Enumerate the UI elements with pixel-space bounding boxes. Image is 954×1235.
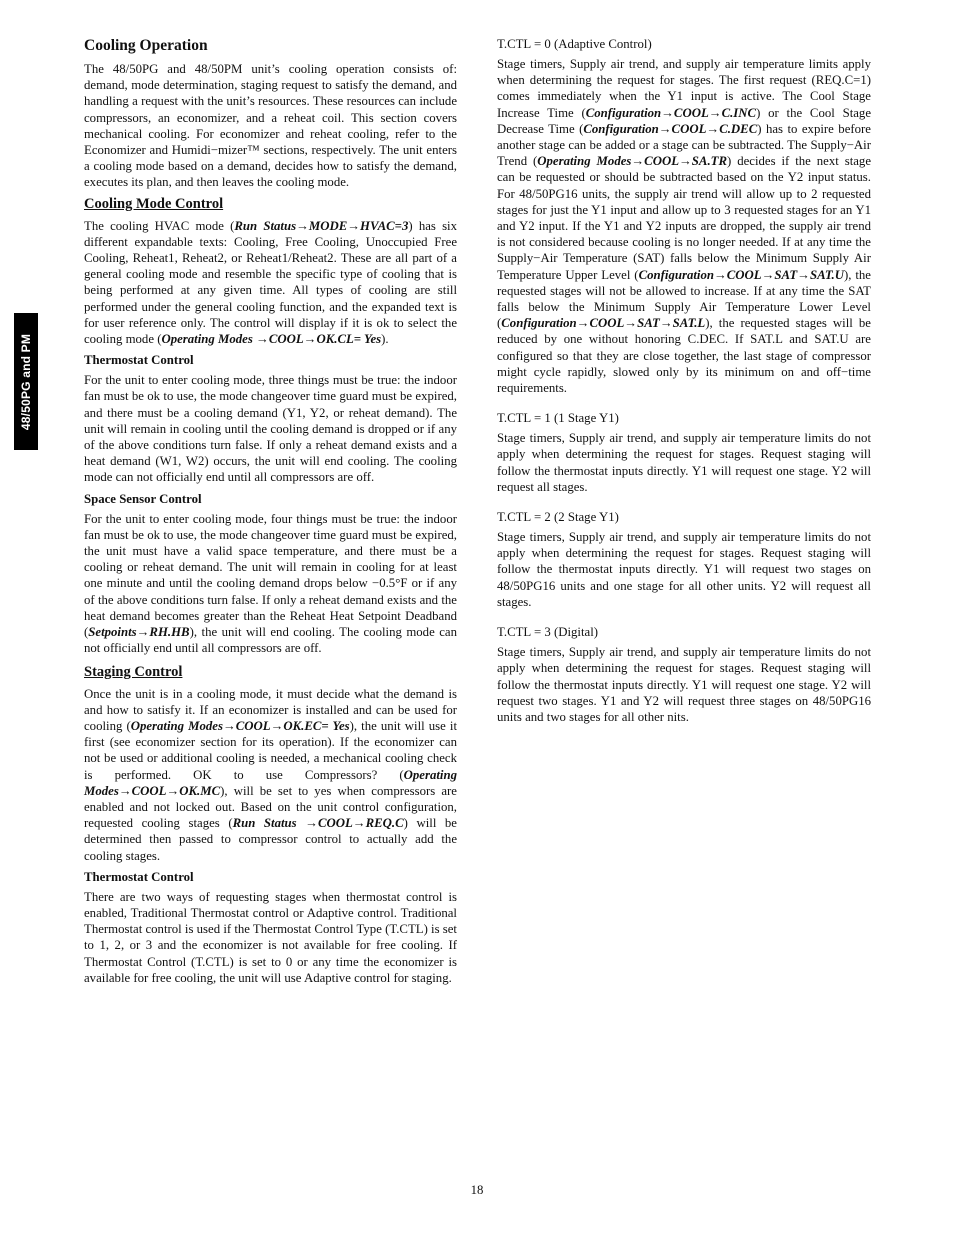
- page-number: 18: [470, 1183, 484, 1197]
- menu-path: Run Status→MODE→HVAC=3: [234, 218, 409, 233]
- cooling-mode-paragraph: The cooling HVAC mode (Run Status→MODE→HVAC=3) has six different expandable texts: Cooling, Free Cooling, Unoccupied Free Cooling, Reheat1, Reheat2, or Reheat1/Reheat2. These are all part of a general cooling mode and resemble the specific type of cooling that is being performed at any given time. All types of cooling are still performed under the general cooling function, and the expanded text is for user reference only. The control will display if it is ok to select the cooling mode (Operating Modes →COOL→OK.CL= Yes).: [84, 218, 458, 347]
- thermostat-control-heading-2: Thermostat Control: [84, 869, 194, 884]
- menu-path: Operating Modes →COOL→OK.CL= Yes: [161, 332, 382, 347]
- tctl2-paragraph: Stage timers, Supply air trend, and supply air temperature limits do not apply when determining the request for stages. Request staging will follow the thermostat inputs directly. Y1 will request two stages on 48/50PG16 units and one stage for all other units. Y2 will request all stages.: [497, 530, 871, 609]
- space-sensor-heading: Space Sensor Control: [84, 491, 202, 506]
- tctl0-heading: T.CTL = 0 (Adaptive Control): [497, 37, 652, 51]
- menu-path: Configuration→COOL→C.DEC: [583, 121, 758, 136]
- right-column: [497, 36, 871, 725]
- tctl0-paragraph: Stage timers, Supply air trend, and supply air temperature limits apply when determining the request for stages. The first request (REQ.C=1) comes immediately when the Y1 input is active. The Cool Stage Increase Time (Configuration→COOL→C.INC) or the Cool Stage Decrease Time (Configuration→COOL→C.DEC) has to expire before another stage can be added or a stage can be subtracted. The Supply−Air Trend (Operating Modes→COOL→SA.TR) decides if the next stage can be requested or should be subtracted based on the Y2 input status. For 48/50PG16 units, the supply air trend will allow up to 2 requested stages for just the Y1 input and allow up to 3 requested stages for an Y1 and Y2 input. If the Y1 and Y2 inputs are dropped, the supply air trend is not considered because cooling is no longer needed. If at any time the Supply−Air Temperature (SAT) falls below the Minimum Supply Air Temperature Upper Level (Configuration→COOL→SAT→SAT.U), the requested stages will not be allowed to increase. If at any time the SAT falls below the Minimum Supply Air Temperature Lower Level (Configuration→COOL→SAT→SAT.L), the requested stages will be reduced by one without honoring C.DEC. If SAT.L and SAT.U are configured so that they are close together, the last stage of compressor might cycle rapidly, slowed only by its minimum on and off−time requirements.: [497, 57, 872, 396]
- menu-path: Operating Modes→COOL→SA.TR: [537, 154, 728, 169]
- thermostat-control-paragraph: For the unit to enter cooling mode, three things must be true: the indoor fan must be ok to use, the mode changeover time guard must be expired, and there must be a cooling demand (Y1, Y2, or reheat demand). The unit will remain in cooling until the cooling demand is dropped or if any of the above conditions turn false. If only a reheat demand exists and a heat demand (W1, W2) occurs, the unit will end cooling. The cooling mode can not officially end until all compressors are off.: [84, 373, 457, 485]
- menu-path: Configuration→COOL→SAT→SAT.U: [638, 267, 844, 282]
- tctl1-paragraph: Stage timers, Supply air trend, and supply air temperature limits do not apply when determining the request for stages. Request staging will follow the thermostat inputs directly. Y1 will request one stage. Y2 will request all stages.: [497, 431, 871, 494]
- thermostat-control-heading: Thermostat Control: [84, 353, 194, 368]
- space-sensor-paragraph: For the unit to enter cooling mode, four things must be true: the indoor fan must be ok to use, the mode changeover time guard must be expired, the unit must have a valid space temperature, and there must be a cooling or reheat demand. The unit will remain in cooling for at least one minute and until the cooling demand drops below −0.5°F or if any of the above conditions turn false. If only a reheat demand exists and the heat demand becomes greater than the Reheat Heat Setpoint Deadband (Setpoints→RH.HB), the unit will end cooling. The cooling mode can not officially end until all compressors are off.: [84, 511, 457, 656]
- intro-paragraph: The 48/50PG and 48/50PM unit’s cooling operation consists of: demand, mode determination, staging request to satisfy the demand, and handling a request with the unit’s resources. These resources can include compressors, an economizer, and a reheat coil. This section covers mechanical cooling. For economizer and reheat cooling, refer to the Economizer and Humidi−mizer™ sections, respectively. The unit enters a cooling mode based on a demand, decides how to satisfy the demand, executes its plan, and then leaves the cooling mode.: [84, 62, 457, 190]
- tctl3-paragraph: Stage timers, Supply air trend, and supply air temperature limits do not apply when determining the request for stages. Request staging will follow the thermostat inputs directly. Y1 will request one stage. Y2 will request two stages. Y1 and Y2 will request three stages on 48/50PG16 units and two stages for all other nits.: [497, 645, 871, 724]
- left-column: [84, 36, 457, 986]
- staging-control-heading: Staging Control: [84, 663, 183, 680]
- tctl1-heading: T.CTL = 1 (1 Stage Y1): [497, 411, 619, 426]
- menu-path: Operating Modes→COOL→OK.MC: [84, 767, 457, 798]
- thermostat-control-paragraph-2: There are two ways of requesting stages when thermostat control is enabled, Traditional Thermostat control or Adaptive control. Traditional Thermostat control is used if the Thermostat Control Type (T.CTL) is set to 1, 2, or 3 and the economizer is not available for free cooling. If Thermostat Control (T.CTL) is set to 0 or any time the economizer is available for free cooling, the unit will use Adaptive control for staging.: [84, 889, 457, 985]
- menu-path: Setpoints→RH.HB: [88, 625, 190, 640]
- menu-path: Configuration→COOL→C.INC: [585, 105, 757, 120]
- cooling-mode-heading: Cooling Mode Control: [84, 195, 224, 212]
- menu-path: Operating Modes→COOL→OK.EC= Yes: [130, 718, 350, 733]
- menu-path: Run Status →COOL→REQ.C: [232, 816, 404, 831]
- tctl3-heading: T.CTL = 3 (Digital): [497, 625, 599, 640]
- menu-path: Configuration→COOL→SAT→SAT.L: [501, 316, 706, 331]
- tctl2-heading: T.CTL = 2 (2 Stage Y1): [497, 510, 619, 525]
- side-tab: [14, 313, 38, 450]
- side-tab-label: 48/50PG and PM: [19, 333, 33, 430]
- staging-control-paragraph: Once the unit is in a cooling mode, it must decide what the demand is and how to satisfy it. If an economizer is installed and can be used for cooling (Operating Modes→COOL→OK.EC= Yes), the unit will use it first (see economizer section for its operation). If the economizer can not be used or additional cooling is needed, a mechanical cooling check is performed. OK to use Compressors? (Operating Modes→COOL→OK.MC), will be set to yes when compressors are enabled and not locked out. Based on the unit control configuration, requested cooling stages (Run Status →COOL→REQ.C) will be determined then passed to compressor control to actually add the cooling stages.: [84, 686, 458, 863]
- section-title: Cooling Operation: [84, 37, 208, 54]
